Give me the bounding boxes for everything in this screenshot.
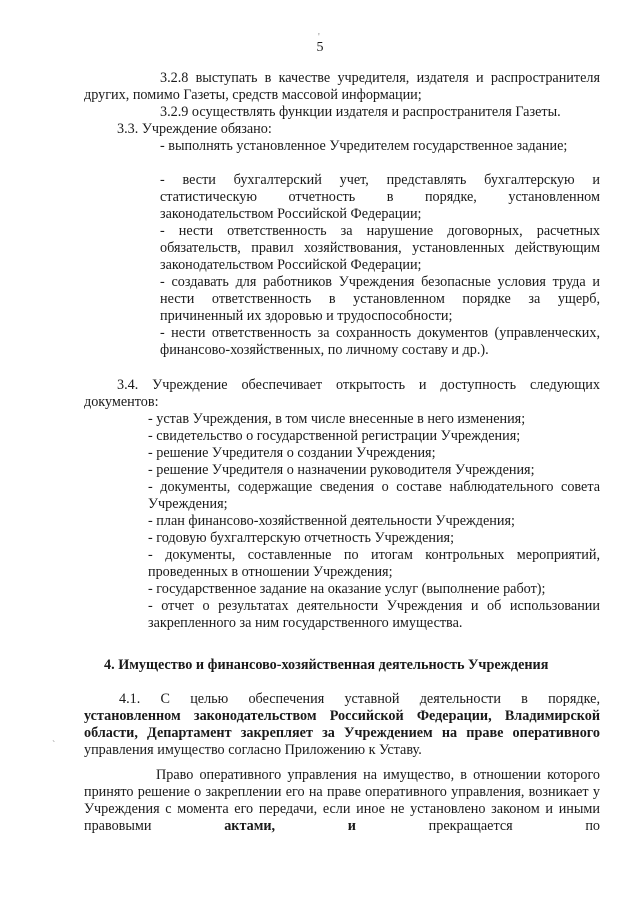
document-list-item: - отчет о результатах деятельности Учреждения и об использовании закрепленного за ним государственного имущества. bbox=[148, 598, 600, 631]
section-3-3-title: 3.3. Учреждение обязано: bbox=[117, 121, 272, 137]
para-4-1-continuation bbox=[84, 767, 600, 835]
clause-3-2-9: 3.2.9 осуществлять функции издателя и распространителя Газеты. bbox=[160, 104, 561, 120]
obligation-item: - нести ответственность за сохранность документов (управленческих, финансово-хозяйственных, по личному составу и др.). bbox=[160, 325, 600, 358]
section-3-4-intro: 3.4. Учреждение обеспечивает открытость и доступность следующих документов: bbox=[84, 377, 600, 410]
document-list-item: - решение Учредителя о назначении руководителя Учреждения; bbox=[148, 462, 535, 478]
document-list-item: - устав Учреждения, в том числе внесенные в него изменения; bbox=[148, 411, 526, 427]
section-4-heading: 4. Имущество и финансово-хозяйственная деятельность Учреждения bbox=[104, 657, 549, 673]
document-list-item: - план финансово-хозяйственной деятельности Учреждения; bbox=[148, 513, 515, 529]
page-number: 5 bbox=[316, 40, 324, 55]
para-4-1-bold: установленном законодательством Российской Федерации, Владимирской области, Департамент закрепляет за Учреждением на праве оперативного bbox=[84, 708, 600, 741]
obligation-item: - вести бухгалтерский учет, представлять бухгалтерскую и статистическую отчетность в порядке, установленном законодательством Российской Федерации; bbox=[160, 172, 600, 222]
clause-3-2-8: 3.2.8 выступать в качестве учредителя, издателя и распространителя других, помимо Газеты, средств массовой информации; bbox=[84, 70, 600, 103]
obligation-item: - нести ответственность за нарушение договорных, расчетных обязательств, правил хозяйствования, установленных действующим законодательством Российской Федерации; bbox=[160, 223, 600, 273]
document-list-item: - решение Учредителя о создании Учреждения; bbox=[148, 445, 436, 461]
obligation-item: - создавать для работников Учреждения безопасные условия труда и нести ответственность в установленном порядке за ущерб, причиненный их здоровью и трудоспособности; bbox=[160, 274, 600, 324]
para-text-bold: актами, bbox=[224, 818, 276, 834]
obligation-item: - выполнять установленное Учредителем государственное задание; bbox=[160, 138, 568, 154]
scan-mark: ` bbox=[52, 740, 56, 751]
document-list-item: - свидетельство о государственной регистрации Учреждения; bbox=[148, 428, 521, 444]
document-list-item: - документы, содержащие сведения о составе наблюдательного совета Учреждения; bbox=[148, 479, 600, 512]
document-list-item: - государственное задание на оказание услуг (выполнение работ); bbox=[148, 581, 546, 597]
document-list-item: - документы, составленные по итогам контрольных мероприятий, проведенных в отношении Учреждения; bbox=[148, 547, 600, 580]
para-4-1-start: 4.1. С целью обеспечения уставной деятельности в порядке, bbox=[119, 691, 600, 707]
para-text: Право оперативного управления на имущество, в отношении которого принято решение о закреплении его на праве оперативного управления, возникает у Учреждения с момента его передачи, если иное не установлено законом и иными правовыми bbox=[84, 767, 600, 834]
para-4-1-end: управления имущество согласно Приложению к Уставу. bbox=[84, 742, 422, 758]
document-list-item: - годовую бухгалтерскую отчетность Учреждения; bbox=[148, 530, 455, 546]
scan-mark: ' bbox=[318, 32, 320, 43]
para-text-bold-conj: и bbox=[275, 818, 356, 834]
para-text-end: прекращается по bbox=[428, 818, 601, 834]
